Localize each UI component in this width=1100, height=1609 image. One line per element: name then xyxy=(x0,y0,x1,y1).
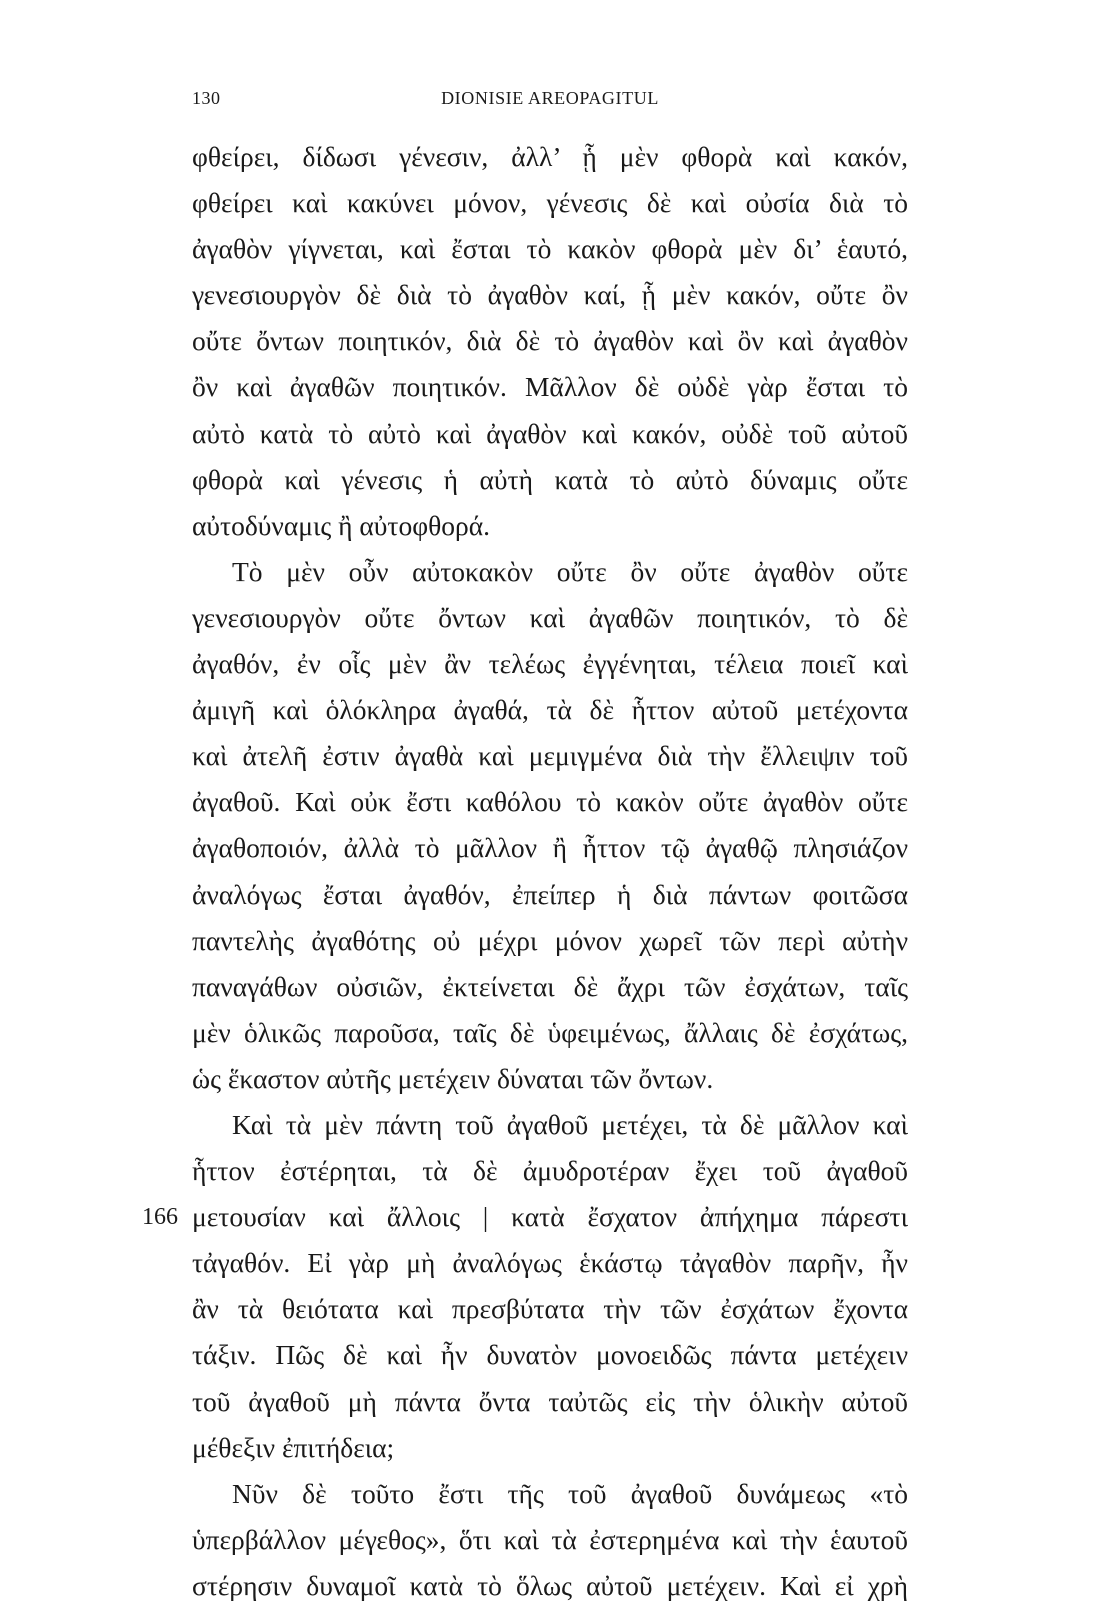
text-line: τἀγαθόν. Εἰ γὰρ μὴ ἀναλόγως ἑκάστῳ τἀγαθὸν παρῆν, ἦν xyxy=(192,1247,908,1279)
text-line: ἀμιγῆ καὶ ὁλόκληρα ἀγαθά, τὰ δὲ ἧττον αὐτοῦ μετέχοντα xyxy=(192,694,908,726)
text-line: παντελὴς ἀγαθότης οὐ μέχρι μόνον χωρεῖ τῶν περὶ αὐτὴν xyxy=(192,924,908,956)
text-line: ὑπερβάλλον μέγεθος», ὅτι καὶ τὰ ἐστερημένα καὶ τὴν ἑαυτοῦ xyxy=(192,1523,908,1555)
text-line: ἂν τὰ θειότατα καὶ πρεσβύτατα τὴν τῶν ἐσχάτων ἔχοντα xyxy=(192,1293,908,1325)
text-line: στέρησιν δυναμοῖ κατὰ τὸ ὅλως αὐτοῦ μετέχειν. Καὶ εἰ χρὴ xyxy=(192,1569,908,1601)
text-line: οὔτε ὄντων ποιητικόν, διὰ δὲ τὸ ἀγαθὸν καὶ ὂν καὶ ἀγαθὸν xyxy=(192,325,908,357)
text-line-with-margin-number xyxy=(142,1194,908,1240)
text-line: ἀγαθοῦ. Καὶ οὐκ ἔστι καθόλου τὸ κακὸν οὔτε ἀγαθὸν οὔτε xyxy=(192,786,908,818)
text-line: παναγάθων οὐσιῶν, ἐκτείνεται δὲ ἄχρι τῶν ἐσχάτων, ταῖς xyxy=(192,970,908,1002)
text-line: ἀναλόγως ἔσται ἀγαθόν, ἐπείπερ ἡ διὰ πάντων φοιτῶσα xyxy=(192,878,908,910)
text-line: ὂν καὶ ἀγαθῶν ποιητικόν. Μᾶλλον δὲ οὐδὲ γὰρ ἔσται τὸ xyxy=(192,371,908,403)
text-line: Τὸ μὲν οὖν αὐτοκακὸν οὔτε ὂν οὔτε ἀγαθὸν οὔτε xyxy=(232,555,908,587)
text-line: ὡς ἕκαστον αὐτῆς μετέχειν δύναται τῶν ὄντων. xyxy=(192,1062,714,1094)
text-line: τοῦ ἀγαθοῦ μὴ πάντα ὄντα ταὐτῶς εἰς τὴν ὁλικὴν αὐτοῦ xyxy=(192,1385,908,1417)
text-line: Καὶ τὰ μὲν πάντη τοῦ ἀγαθοῦ μετέχει, τὰ δὲ μᾶλλον καὶ xyxy=(232,1108,908,1140)
paragraph xyxy=(142,1102,908,1471)
text-line: ἀγαθοποιόν, ἀλλὰ τὸ μᾶλλον ἢ ἧττον τῷ ἀγαθῷ πλησιάζον xyxy=(192,832,908,864)
margin-page-number: 166 xyxy=(142,1204,178,1231)
text-line: μέθεξιν ἐπιτήδεια; xyxy=(192,1431,395,1463)
text-line: αὐτοδύναμις ἢ αὐτοφθορά. xyxy=(192,509,491,541)
text-line: μὲν ὁλικῶς παροῦσα, ταῖς δὲ ὑφειμένως, ἄλλαις δὲ ἐσχάτως, xyxy=(192,1016,908,1048)
running-head xyxy=(192,88,908,118)
text-line: ἀγαθόν, ἐν οἷς μὲν ἂν τελέως ἐγγένηται, τέλεια ποιεῖ καὶ xyxy=(192,648,908,680)
text-line: γενεσιουργὸν οὔτε ὄντων καὶ ἀγαθῶν ποιητικόν, τὸ δὲ xyxy=(192,601,908,633)
paragraph xyxy=(192,134,908,549)
text-line: Νῦν δὲ τοῦτο ἔστι τῆς τοῦ ἀγαθοῦ δυνάμεως «τὸ xyxy=(232,1477,908,1509)
text-line: αὐτὸ κατὰ τὸ αὐτὸ καὶ ἀγαθὸν καὶ κακόν, οὐδὲ τοῦ αὐτοῦ xyxy=(192,417,908,449)
page-number: 130 xyxy=(192,88,221,108)
running-title: DIONISIE AREOPAGITUL xyxy=(441,88,659,108)
text-line: ἀγαθὸν γίγνεται, καὶ ἔσται τὸ κακὸν φθορὰ μὲν δι’ ἑαυτό, xyxy=(192,233,908,265)
body-text xyxy=(142,134,908,1609)
text-line: ἧττον ἐστέρηται, τὰ δὲ ἀμυδροτέραν ἔχει τοῦ ἀγαθοῦ xyxy=(192,1155,908,1187)
paragraph xyxy=(192,549,908,1102)
text-line: τάξιν. Πῶς δὲ καὶ ἦν δυνατὸν μονοειδῶς πάντα μετέχειν xyxy=(192,1339,908,1371)
text-line: φθορὰ καὶ γένεσις ἡ αὐτὴ κατὰ τὸ αὐτὸ δύναμις οὔτε xyxy=(192,463,908,495)
paragraph xyxy=(192,1471,908,1609)
text-line: γενεσιουργὸν δὲ διὰ τὸ ἀγαθὸν καί, ᾗ μὲν κακόν, οὔτε ὂν xyxy=(192,279,908,311)
text-line: καὶ ἀτελῆ ἐστιν ἀγαθὰ καὶ μεμιγμένα διὰ τὴν ἔλλειψιν τοῦ xyxy=(192,740,908,772)
text-line: φθείρει, δίδωσι γένεσιν, ἀλλ’ ᾗ μὲν φθορὰ καὶ κακόν, xyxy=(192,141,908,172)
text-line: μετουσίαν καὶ ἄλλοις | κατὰ ἔσχατον ἀπήχημα πάρεστι xyxy=(192,1201,908,1233)
text-line: φθείρει καὶ κακύνει μόνον, γένεσις δὲ καὶ οὐσία διὰ τὸ xyxy=(192,187,908,219)
